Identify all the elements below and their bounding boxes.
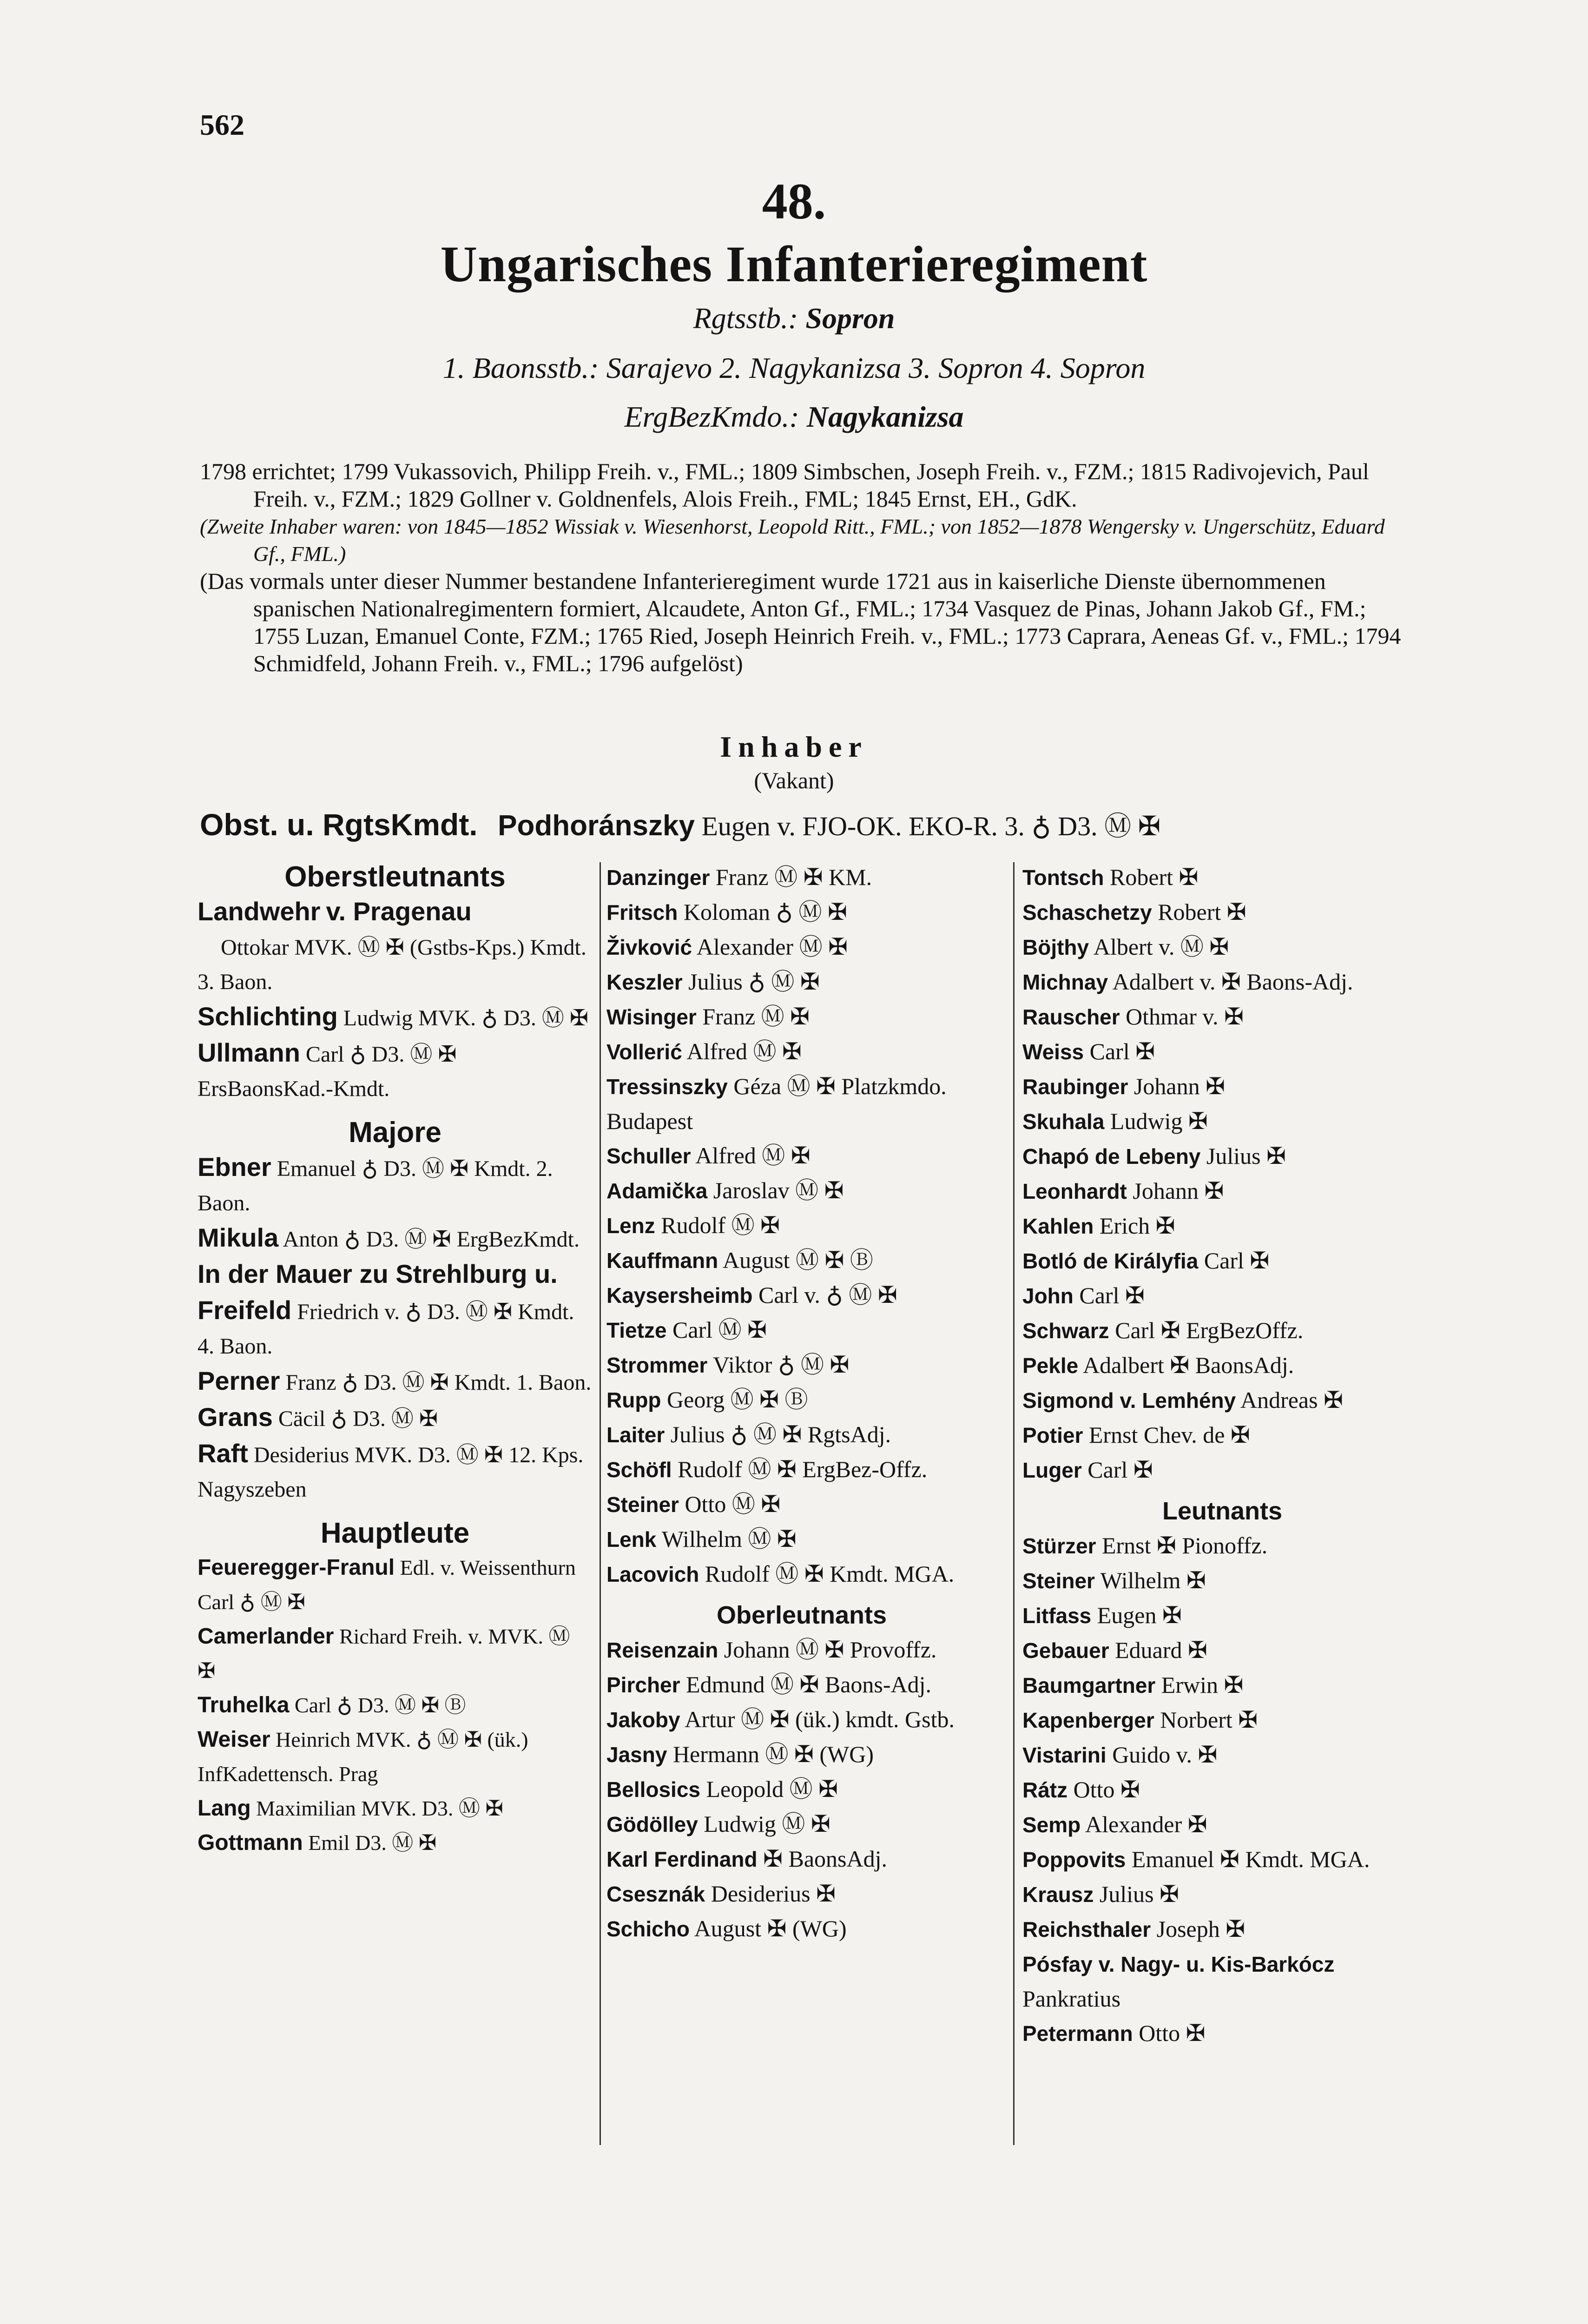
officer-details: Emanuel ✠ Kmdt. MGA. [1131, 1846, 1370, 1872]
officer-name: Semp [1022, 1813, 1081, 1837]
history-line-1: 1798 errichtet; 1799 Vukassovich, Philipp Freih. v., FML.; 1809 Simbschen, Joseph Freih. v., FZM.; 1815 Radivojevich, Paul Freih. v., FZM.; 1829 Gollner v. Goldnenfels, Alois Freih., FML; 1845 Ernst, EH., GdK. [200, 458, 1369, 512]
officer-name: Laiter [606, 1423, 665, 1447]
column-1 [198, 860, 593, 1860]
officer-details: Desiderius MVK. D3. Ⓜ ✠ 12. Kps. Nagyszeben [198, 1443, 584, 1502]
officer-name: Ullmann [198, 1038, 300, 1067]
officer-entry [606, 1522, 997, 1557]
officer-name: Potier [1022, 1423, 1083, 1447]
officer-details: Julius ♁ Ⓜ ✠ [688, 969, 820, 995]
section-heading-hauptleute: Hauptleute [320, 1517, 470, 1549]
officer-entry [198, 1826, 593, 1860]
officer-name: Fritsch [606, 900, 678, 924]
officer-entry [606, 895, 997, 930]
officer-name: Kahlen [1022, 1214, 1094, 1238]
officer-name: Gödölley [606, 1812, 698, 1836]
officer-name: Schöfl [606, 1458, 672, 1482]
officer-entry [1022, 1737, 1422, 1772]
officer-details: Andreas ✠ [1240, 1387, 1343, 1413]
officer-entry [606, 1772, 997, 1807]
regiment-staff-line [0, 301, 1588, 336]
officer-details: Erich ✠ [1099, 1213, 1175, 1239]
officer-entry [606, 1487, 997, 1522]
officer-entry [1022, 1313, 1422, 1348]
officer-name: Pósfay v. Nagy- u. Kis-Barkócz [1022, 1952, 1335, 1976]
officer-entry [1022, 1842, 1422, 1877]
officer-name: Luger [1022, 1458, 1082, 1482]
officer-details: Carl Ⓜ ✠ [672, 1317, 767, 1343]
officer-details: Carl v. ♁ Ⓜ ✠ [758, 1282, 897, 1308]
officer-entry [606, 1632, 997, 1667]
section-heading-oberstleutnants: Oberstleutnants [284, 861, 506, 893]
officer-details: Franz Ⓜ ✠ [702, 1004, 810, 1030]
officer-name: Skuhala [1022, 1109, 1105, 1134]
ergbez-line [0, 400, 1588, 434]
officer-name: Lenk [606, 1527, 657, 1552]
officer-name: Tressinszky [606, 1075, 728, 1099]
officer-details: ✠ BaonsAdj. [763, 1846, 888, 1872]
officer-entry [606, 1138, 997, 1173]
page-number: 562 [200, 108, 244, 141]
officer-name: Kapenberger [1022, 1708, 1154, 1732]
officer-details: Othmar v. ✠ [1126, 1004, 1244, 1030]
history-block [200, 458, 1408, 677]
officer-entry [606, 1208, 997, 1243]
officer-details: Otto Ⓜ ✠ [685, 1491, 781, 1517]
officer-name: Lang [198, 1796, 251, 1821]
officer-name: Chapó de Lebeny [1022, 1144, 1201, 1169]
officer-details: Otto ✠ [1139, 2020, 1206, 2046]
officer-details: Edl. v. Weissenthurn Carl ♁ Ⓜ ✠ [198, 1556, 576, 1614]
officer-entry [198, 1619, 593, 1688]
officer-entry [198, 1551, 593, 1619]
inhaber-heading: Inhaber [720, 730, 868, 763]
officer-name: Gottmann [198, 1830, 303, 1855]
rgtsstb-value: Sopron [805, 302, 895, 335]
officer-details: Norbert ✠ [1160, 1707, 1258, 1733]
officer-entry [1022, 999, 1422, 1034]
officer-details: Anton ♁ D3. Ⓜ ✠ ErgBezKmdt. [283, 1227, 580, 1252]
officer-details: August ✠ (WG) [694, 1915, 847, 1941]
officer-name: Keszler [606, 970, 683, 994]
officer-name: Camerlander [198, 1624, 334, 1649]
officer-entry [1022, 1452, 1422, 1487]
ergbez-label: ErgBezKmdo.: [624, 400, 799, 433]
officer-name: Adamička [606, 1179, 708, 1203]
officer-details: Albert v. Ⓜ ✠ [1093, 934, 1229, 960]
officer-details: Ernst ✠ Pionoffz. [1101, 1532, 1268, 1558]
history-line-2: (Zweite Inhaber waren: von 1845—1852 Wissiak v. Wiesenhorst, Leopold Ritt., FML.; von 1852—1878 Wengersky v. Ungerschütz, Eduard Gf., FML.) [200, 515, 1385, 566]
officer-entry [198, 1364, 593, 1400]
officer-details: Cäcil ♁ D3. Ⓜ ✠ [278, 1406, 438, 1431]
officer-name: Wisinger [606, 1005, 697, 1029]
commander-rank: Obst. u. RgtsKmdt. [200, 807, 478, 842]
officer-name: Michnay [1022, 970, 1108, 994]
battalion-staff-line: 1. Baonsstb.: Sarajevo 2. Nagykanizsa 3. Sopron 4. Sopron [442, 351, 1146, 384]
officer-entry [606, 999, 997, 1034]
officer-entry [606, 1737, 997, 1772]
officer-name: Feueregger-Franul [198, 1555, 395, 1580]
officer-name: Kaysersheimb [606, 1283, 753, 1307]
officer-name: Stürzer [1022, 1534, 1096, 1558]
officer-entry [606, 1842, 997, 1876]
officer-entry [606, 1452, 997, 1487]
officer-details: Guido v. ✠ [1112, 1742, 1218, 1768]
officer-details: Johann ✠ [1133, 1073, 1226, 1099]
officer-details: Alexander Ⓜ ✠ [696, 934, 848, 960]
officer-details: August Ⓜ ✠ Ⓑ [722, 1247, 873, 1273]
officer-name: Csesznák [606, 1882, 705, 1906]
officer-details: Pankratius [1022, 1986, 1121, 2012]
officer-details: Franz Ⓜ ✠ KM. [715, 864, 872, 890]
officer-details: Wilhelm Ⓜ ✠ [661, 1526, 797, 1552]
officer-details: Edmund Ⓜ ✠ Baons-Adj. [686, 1671, 932, 1697]
officer-entry [1022, 1208, 1422, 1243]
officer-details: Carl ✠ [1079, 1282, 1145, 1308]
officer-name: Pircher [606, 1673, 680, 1697]
officer-entry [1022, 895, 1422, 930]
officer-name: Schwarz [1022, 1319, 1109, 1343]
officer-entry [198, 1400, 593, 1436]
officer-entry [1022, 1383, 1422, 1418]
officer-entry [198, 1791, 593, 1826]
officer-details: Joseph ✠ [1156, 1916, 1245, 1942]
officer-name: Sigmond v. Lemhény [1022, 1388, 1236, 1413]
officer-entry [1022, 1348, 1422, 1383]
officer-name: Vollerić [606, 1040, 682, 1064]
officer-entry [1022, 860, 1422, 895]
officer-name: Krausz [1022, 1882, 1094, 1907]
history-line-3: (Das vormals unter dieser Nummer bestandene Infanterieregiment wurde 1721 aus in kaiserliche Dienste übernommenen spanischen Nationalregimentern formiert, Alcaudete, Anton Gf., FML.; 1734 Vasquez de Pinas, Johann Jakob Gf., FM.; 1755 Luzan, Emanuel Conte, FZM.; 1765 Ried, Joseph Heinrich Freih. v., FML.; 1773 Caprara, Aeneas Gf. v., FML.; 1794 Schmidfeld, Johann Freih. v., FML.; 1796 aufgelöst) [200, 568, 1401, 676]
officer-entry [1022, 1668, 1422, 1703]
officer-entry [1022, 1418, 1422, 1452]
officer-details: Viktor ♁ Ⓜ ✠ [712, 1352, 850, 1378]
officer-entry [606, 930, 997, 964]
officer-entry [606, 1911, 997, 1946]
officer-details: Alfred Ⓜ ✠ [695, 1142, 810, 1169]
officer-entry [606, 1069, 997, 1138]
officer-entry [1022, 1877, 1422, 1912]
officer-name: Jasny [606, 1743, 667, 1767]
officer-name: Schicho [606, 1917, 690, 1941]
officer-entry [1022, 1772, 1422, 1807]
regiment-number: 48. [762, 173, 826, 230]
officer-details: Ludwig MVK. ♁ D3. Ⓜ ✠ [343, 1006, 589, 1030]
officer-name: Jakoby [606, 1708, 680, 1732]
officer-name: Grans [198, 1402, 273, 1432]
officer-entry [1022, 1034, 1422, 1069]
officer-name: Lenz [606, 1214, 655, 1238]
officer-entry [1022, 1633, 1422, 1668]
officer-name: Strommer [606, 1353, 708, 1377]
officer-name: Živković [606, 935, 692, 959]
officer-entry [606, 1313, 997, 1347]
officer-name: Landwehr [198, 897, 321, 926]
officer-entry [606, 1876, 997, 1911]
officer-entry [1022, 930, 1422, 964]
officer-entry [1022, 1104, 1422, 1139]
officer-name: Litfass [1022, 1604, 1092, 1628]
officer-entry [1022, 1139, 1422, 1174]
officer-name: Weiser [198, 1727, 270, 1752]
officer-details: Emil D3. Ⓜ ✠ [308, 1831, 437, 1855]
ergbez-value: Nagykanizsa [806, 400, 964, 433]
inhaber-note: (Vakant) [754, 767, 834, 793]
officer-entry [1022, 964, 1422, 999]
officer-details: Ludwig Ⓜ ✠ [704, 1811, 830, 1837]
officer-details: Friedrich v. ♁ D3. Ⓜ ✠ Kmdt. 4. Baon. [198, 1300, 574, 1359]
officer-details: Rudolf Ⓜ ✠ Kmdt. MGA. [705, 1561, 955, 1587]
officer-details: Jaroslav Ⓜ ✠ [713, 1177, 844, 1203]
officer-details: Koloman ♁ Ⓜ ✠ [683, 899, 847, 925]
officer-name: Steiner [1022, 1569, 1095, 1593]
rgtsstb-label: Rgtsstb.: [693, 302, 798, 335]
officer-name: Schlichting [198, 1002, 338, 1031]
officer-name: Steiner [606, 1492, 679, 1517]
officer-name: Kauffmann [606, 1248, 718, 1273]
officer-details: Ottokar MVK. Ⓜ ✠ (Gstbs-Kps.) Kmdt. 3. Baon. [198, 935, 586, 994]
officer-entry [1022, 1563, 1422, 1598]
officer-name: Pekle [1022, 1353, 1079, 1378]
officer-entry [606, 1278, 997, 1313]
officer-entry [198, 1723, 593, 1791]
column-divider [1013, 862, 1015, 2145]
officer-details: Eduard ✠ [1115, 1637, 1207, 1663]
officer-entry [606, 1382, 997, 1417]
officer-entry [606, 1557, 997, 1591]
officer-name: Bellosics [606, 1777, 700, 1802]
section-heading-leutnants: Leutnants [1162, 1497, 1282, 1525]
officer-entry [606, 1807, 997, 1842]
officer-details: Heinrich MVK. ♁ Ⓜ ✠ (ük.) InfKadettensch. Prag [198, 1728, 528, 1786]
officer-details: Rudolf Ⓜ ✠ ErgBez-Offz. [678, 1456, 928, 1482]
officer-name: Tietze [606, 1318, 667, 1342]
officer-details: Richard Freih. v. MVK. Ⓜ ✠ [198, 1624, 570, 1683]
officer-entry [198, 1688, 593, 1723]
officer-details: Eugen ✠ [1097, 1602, 1182, 1628]
officer-name: Raubinger [1022, 1075, 1128, 1099]
commander-line [200, 804, 1160, 843]
officer-entry [1022, 1598, 1422, 1633]
officer-details: Carl ✠ [1204, 1248, 1270, 1274]
officer-name: Weiss [1022, 1040, 1084, 1064]
officer-entry [1022, 1947, 1422, 2016]
officer-entry [606, 1034, 997, 1069]
officer-details: Julius ✠ [1099, 1881, 1179, 1907]
officer-name: Lacovich [606, 1562, 699, 1586]
officer-details: Ernst Chev. de ✠ [1088, 1422, 1250, 1448]
officer-entry [1022, 1912, 1422, 1947]
officer-name: John [1022, 1284, 1074, 1308]
officer-name: Karl Ferdinand [606, 1847, 758, 1871]
officer-details: Desiderius ✠ [711, 1881, 836, 1907]
officer-details: Carl ✠ [1089, 1038, 1155, 1064]
officer-entry [606, 1173, 997, 1208]
officer-entry [198, 894, 593, 999]
officer-name: Tontsch [1022, 865, 1104, 890]
officer-entry [1022, 1278, 1422, 1313]
column-divider [600, 862, 601, 2145]
officer-entry [198, 1150, 593, 1221]
officer-entry [606, 1667, 997, 1702]
officer-details: Ludwig ✠ [1110, 1108, 1208, 1134]
officer-name: Poppovits [1022, 1848, 1126, 1872]
officer-name: Rupp [606, 1388, 661, 1412]
officer-entry [1022, 1807, 1422, 1842]
officer-name: Rátz [1022, 1778, 1068, 1802]
officer-details: Hermann Ⓜ ✠ (WG) [672, 1741, 874, 1767]
officer-name: Truhelka [198, 1693, 290, 1717]
officer-details: Franz ♁ D3. Ⓜ ✠ Kmdt. 1. Baon. [285, 1370, 592, 1395]
officer-name: Baumgartner [1022, 1673, 1156, 1697]
officer-name: Botló de Királyfia [1022, 1249, 1199, 1273]
officer-details: Géza Ⓜ ✠ Platzkmdo. Budapest [606, 1073, 947, 1134]
officer-details: Julius ✠ [1206, 1143, 1286, 1169]
officer-entry [1022, 2016, 1422, 2051]
officer-entry [1022, 1174, 1422, 1208]
officer-details: Carl ✠ ErgBezOffz. [1115, 1317, 1304, 1343]
commander-details: Eugen v. FJO-OK. EKO-R. 3. ♁ D3. Ⓜ ✠ [701, 811, 1161, 841]
page-title: Ungarisches Infanterieregiment [440, 236, 1148, 292]
officer-details: Robert ✠ [1109, 864, 1199, 890]
officer-entry [1022, 1703, 1422, 1737]
officer-name: Böjthy [1022, 935, 1089, 959]
officer-entry [1022, 1528, 1422, 1563]
officer-name: Reichsthaler [1022, 1917, 1151, 1941]
officer-entry [198, 1036, 593, 1106]
officer-name: Gebauer [1022, 1638, 1109, 1663]
officer-name-rest: v. Pragenau [326, 897, 472, 926]
officer-entry [198, 1221, 593, 1257]
officer-details: Rudolf Ⓜ ✠ [661, 1212, 780, 1238]
section-heading-oberleutnants: Oberleutnants [716, 1601, 887, 1629]
section-heading-majore: Majore [349, 1116, 441, 1149]
officer-entry [606, 1702, 997, 1737]
officer-name: Danzinger [606, 865, 710, 890]
officer-name: Perner [198, 1366, 280, 1395]
officer-details: Carl ♁ D3. Ⓜ ✠ ErsBaonsKad.-Kmdt. [198, 1042, 457, 1101]
officer-details: Julius ♁ Ⓜ ✠ RgtsAdj. [670, 1421, 891, 1447]
officer-details: Otto ✠ [1073, 1776, 1140, 1802]
officer-entry [606, 1243, 997, 1278]
officer-details: Carl ♁ D3. Ⓜ ✠ Ⓑ [294, 1693, 466, 1717]
officer-entry [1022, 1069, 1422, 1104]
officer-details: Adalbert v. ✠ Baons-Adj. [1112, 969, 1353, 995]
officer-entry [606, 964, 997, 999]
officer-details: Wilhelm ✠ [1100, 1567, 1206, 1593]
officer-name: In der Mauer zu Strehlburg u. Freifeld [198, 1259, 558, 1325]
officer-entry [198, 1257, 593, 1364]
officer-details: Johann Ⓜ ✠ Provoffz. [724, 1637, 937, 1663]
officer-details: Emanuel ♁ D3. Ⓜ ✠ Kmdt. 2. Baon. [198, 1156, 553, 1215]
officer-name: Rauscher [1022, 1005, 1120, 1029]
officer-details: Alfred Ⓜ ✠ [686, 1038, 802, 1064]
officer-details: Johann ✠ [1133, 1178, 1224, 1204]
officer-details: Alexander ✠ [1085, 1811, 1207, 1837]
officer-entry [606, 1347, 997, 1382]
officer-entry [606, 860, 997, 895]
officer-details: Artur Ⓜ ✠ (ük.) kmdt. Gstb. [685, 1706, 955, 1732]
column-3 [1022, 860, 1422, 2051]
officer-details: Adalbert ✠ BaonsAdj. [1082, 1352, 1294, 1378]
officer-name: Raft [198, 1439, 248, 1468]
officer-details: Leopold Ⓜ ✠ [706, 1776, 838, 1802]
officer-entry [606, 1417, 997, 1452]
officer-name: Schaschetzy [1022, 900, 1152, 924]
officer-details: Robert ✠ [1158, 899, 1246, 925]
officer-details: Carl ✠ [1087, 1457, 1153, 1483]
officer-details: Erwin ✠ [1161, 1672, 1244, 1698]
officer-details: Georg Ⓜ ✠ Ⓑ [667, 1386, 808, 1413]
officer-details: Maximilian MVK. D3. Ⓜ ✠ [256, 1796, 503, 1820]
commander-name: Podhoránszky [498, 810, 695, 842]
officer-name: Schuller [606, 1144, 691, 1168]
officer-entry [198, 1436, 593, 1507]
column-2 [606, 860, 997, 1946]
officer-name: Vistarini [1022, 1743, 1107, 1767]
officer-name: Reisenzain [606, 1638, 718, 1662]
officer-name: Leonhardt [1022, 1179, 1127, 1203]
officer-entry [198, 999, 593, 1036]
officer-name: Mikula [198, 1223, 279, 1252]
officer-name: Petermann [1022, 2021, 1133, 2046]
officer-name: Ebner [198, 1152, 271, 1182]
officer-entry [1022, 1243, 1422, 1278]
